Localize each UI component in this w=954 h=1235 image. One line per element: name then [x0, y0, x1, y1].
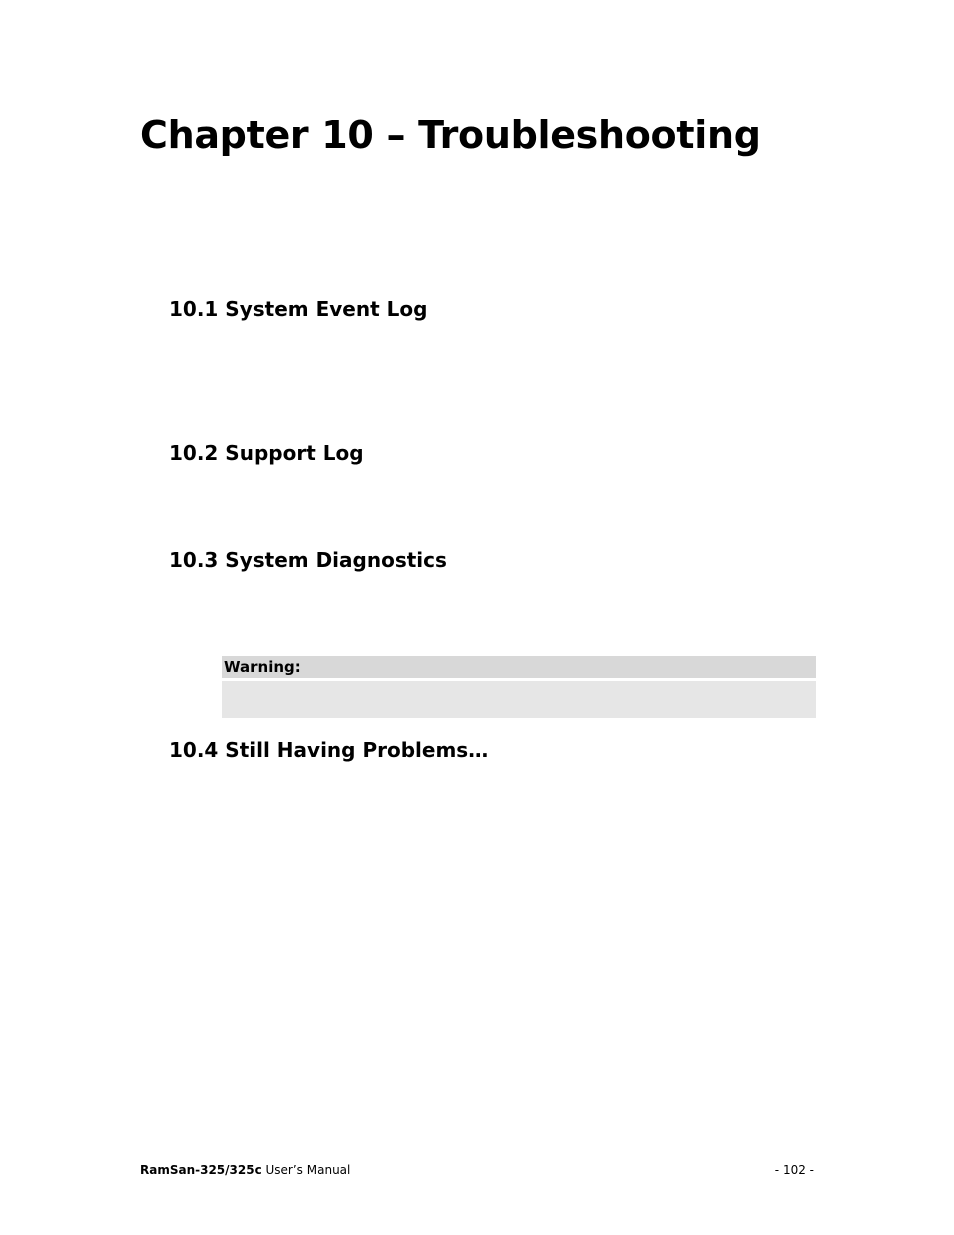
- warning-body: [222, 681, 816, 718]
- chapter-title: Chapter 10 – Troubleshooting: [140, 113, 761, 157]
- footer-manual-title: [140, 1162, 350, 1178]
- warning-label: Warning:: [224, 658, 301, 676]
- page-number: - 102 -: [774, 1163, 814, 1177]
- footer-manual-label: User’s Manual: [261, 1163, 351, 1177]
- warning-box: [222, 656, 816, 718]
- section-heading-system-diagnostics: 10.3 System Diagnostics: [169, 548, 447, 572]
- section-heading-system-event-log: 10.1 System Event Log: [169, 297, 428, 321]
- section-heading-support-log: 10.2 Support Log: [169, 441, 364, 465]
- footer-product-name: RamSan-325/325c: [140, 1163, 262, 1177]
- section-heading-still-having-problems: 10.4 Still Having Problems…: [169, 738, 489, 762]
- warning-header: [222, 656, 816, 678]
